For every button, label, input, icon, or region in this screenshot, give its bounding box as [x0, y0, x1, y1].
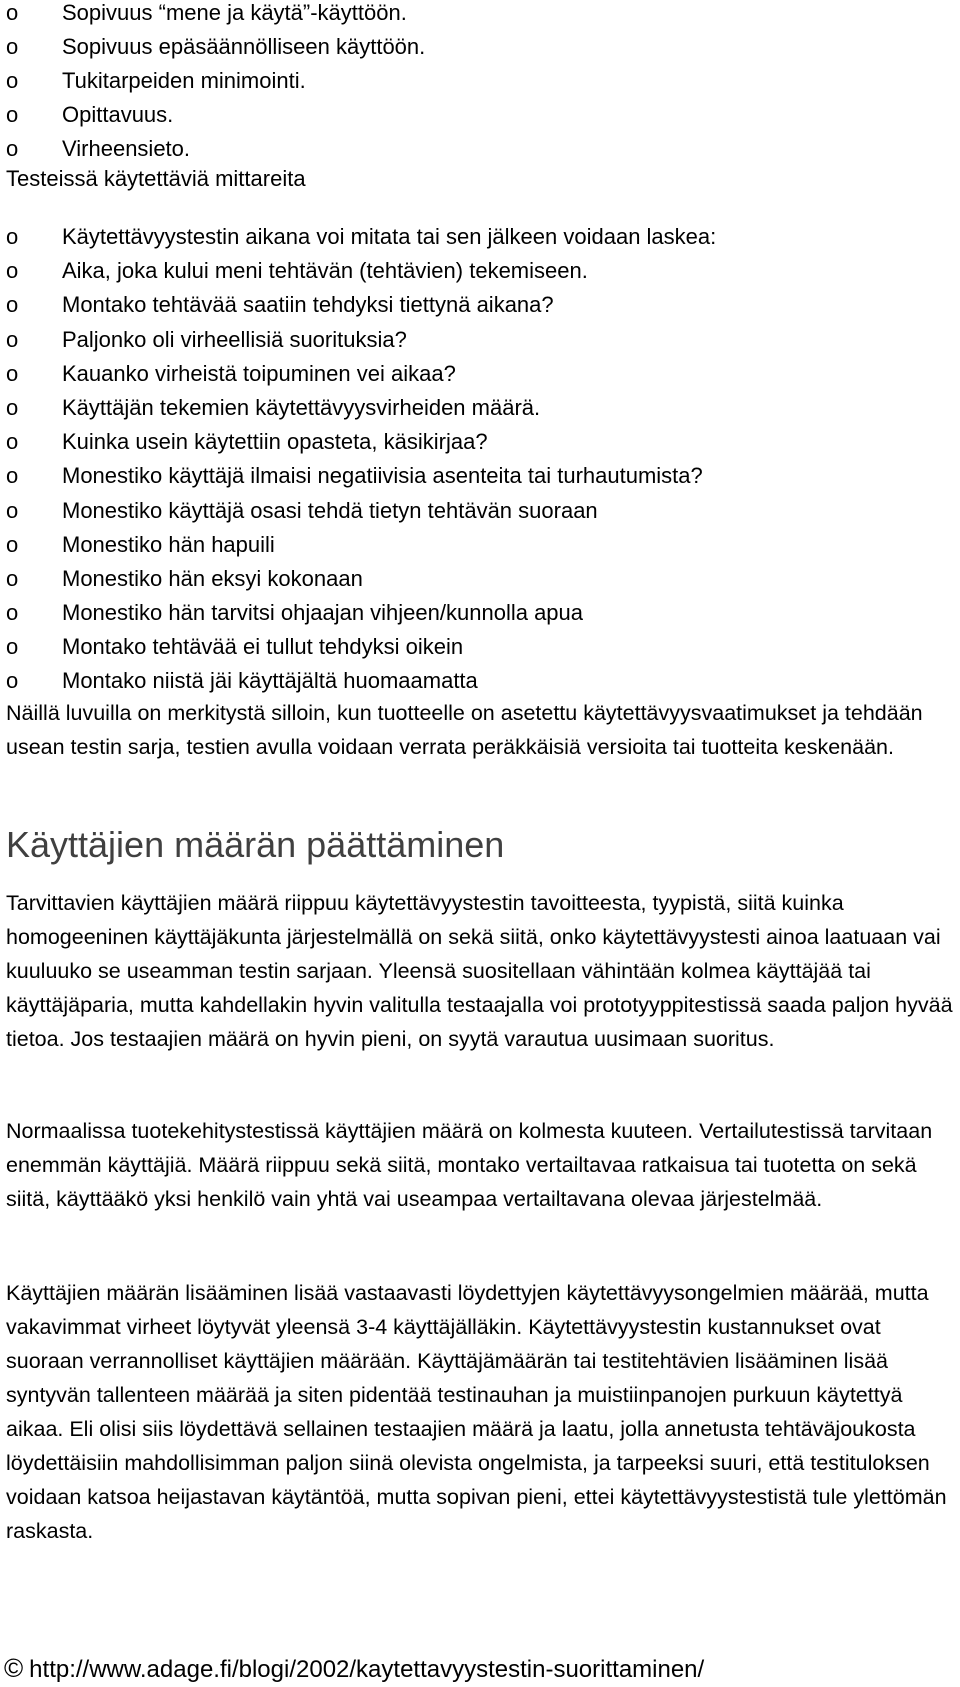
list-item-text: Kauanko virheistä toipuminen vei aikaa?	[62, 360, 456, 386]
list-item-text: Paljonko oli virheellisiä suorituksia?	[62, 326, 407, 352]
list-item	[6, 0, 425, 30]
bullet-icon: o	[6, 360, 19, 386]
section-heading: Käyttäjien määrän päättäminen	[6, 824, 505, 865]
list-item	[6, 630, 716, 664]
list-item	[6, 64, 425, 98]
bullet-icon: o	[6, 136, 19, 161]
bullet-icon: o	[6, 634, 19, 660]
metrics-paragraph: Näillä luvuilla on merkitystä silloin, kun tuotteelle on asetettu käytettävyysvaatimukset ja tehdään usean testin sarja, testien avulla voidaan verrata peräkkäisiä versioita tai tuotteita keskenään.	[6, 701, 923, 759]
list-item-text: Montako tehtävää ei tullut tehdyksi oikein	[62, 634, 464, 660]
list-item-text: Sopivuus “mene ja käytä”-käyttöön.	[62, 0, 407, 25]
list-item	[6, 562, 716, 596]
body-paragraph: Tarvittavien käyttäjien määrä riippuu käytettävyystestin tavoitteesta, tyypistä, siitä kuinka homogeeninen käyttäjäkunta järjestelmällä on sekä siitä, onko käytettävyystesti ainoa laatuaan vai kuuluuko se useamman testin sarjaan. Yleensä suositellaan vähintään kolmea käyttäjää tai käyttäjäparia, mutta kahdellakin hyvin valitulla testaajalla voi prototyyppitestissä saada paljon hyvää tietoa. Jos testaajien määrä on hyvin pieni, on syytä varautua uusimaan suoritus.	[6, 891, 953, 1051]
bullet-icon: o	[6, 497, 19, 523]
list-item	[6, 132, 425, 166]
list-item	[6, 288, 716, 322]
list-item-text: Monestiko hän tarvitsi ohjaajan vihjeen/kunnolla apua	[62, 600, 584, 626]
list-item	[6, 30, 425, 64]
bullet-icon: o	[6, 565, 19, 591]
list-item	[6, 459, 716, 493]
list-item	[6, 254, 716, 288]
list-item-text: Monestiko hän hapuili	[62, 531, 275, 557]
list-item	[6, 357, 716, 391]
body-paragraph: Normaalissa tuotekehitystestissä käyttäjien määrä on kolmesta kuuteen. Vertailutestissä tarvitaan enemmän käyttäjiä. Määrä riippuu sekä siitä, montako vertailtavaa ratkaisua tai tuotetta on sekä siitä, käyttääkö yksi henkilö vain yhtä vai useampaa vertailtavana olevaa järjestelmää.	[6, 1119, 933, 1211]
bullet-icon: o	[6, 224, 19, 249]
criteria-list	[6, 0, 425, 166]
list-item-text: Monestiko hän eksyi kokonaan	[62, 565, 363, 591]
bullet-icon: o	[6, 0, 19, 25]
body-paragraph: Käyttäjien määrän lisääminen lisää vastaavasti löydettyjen käytettävyysongelmien määrää, mutta vakavimmat virheet löytyvät yleensä 3-4 käyttäjälläkin. Käytettävyystestin kustannukset ovat suoraan verrannolliset käyttäjien määrään. Käyttäjämäärän tai testitehtävien lisääminen lisää syntyvän tallenteen määrää ja siten pidentää testinauhan ja muistiinpanojen purkuun käytettyä aikaa. Eli olisi siis löydettävä sellainen testaajien määrä ja laatu, jolla annetusta tehtäväjoukosta löydettäisiin mahdollisimman paljon siinä olevista ongelmista, ja tarpeeksi suuri, että testituloksen voidaan katsoa heijastavan käytäntöä, mutta sopivan pieni, ettei käytettävyystestistä tule ylettömän raskasta.	[6, 1281, 947, 1543]
list-item	[6, 664, 716, 698]
list-item	[6, 425, 716, 459]
list-item-text: Kuinka usein käytettiin opasteta, käsikirjaa?	[62, 429, 488, 455]
bullet-icon: o	[6, 531, 19, 557]
list-item-text: Virheensieto.	[62, 136, 191, 161]
bullet-icon: o	[6, 463, 19, 489]
bullet-icon: o	[6, 102, 19, 127]
list-item-text: Monestiko käyttäjä osasi tehdä tietyn tehtävän suoraan	[62, 497, 598, 523]
list-item-text: Tukitarpeiden minimointi.	[62, 68, 306, 93]
list-item	[6, 528, 716, 562]
list-item	[6, 391, 716, 425]
bullet-icon: o	[6, 68, 19, 93]
bullet-icon: o	[6, 600, 19, 626]
source-footer	[4, 1651, 704, 1687]
bullet-icon: o	[6, 394, 19, 420]
list-item-text: Sopivuus epäsäännölliseen käyttöön.	[62, 34, 426, 59]
metrics-heading: Testeissä käytettäviä mittareita	[6, 166, 306, 191]
list-item-text: Käyttäjän tekemien käytettävyysvirheiden määrä.	[62, 394, 541, 420]
metrics-list	[6, 220, 716, 699]
list-item	[6, 323, 716, 357]
bullet-icon: o	[6, 258, 19, 284]
list-item	[6, 220, 716, 254]
list-item	[6, 596, 716, 630]
bullet-icon: o	[6, 429, 19, 455]
bullet-icon: o	[6, 668, 19, 694]
list-item	[6, 494, 716, 528]
list-item-text: Käytettävyystestin aikana voi mitata tai sen jälkeen voidaan laskea:	[62, 224, 717, 249]
copyright-icon: ©	[4, 1653, 24, 1683]
list-item-text: Monestiko käyttäjä ilmaisi negatiivisia asenteita tai turhautumista?	[62, 463, 703, 489]
source-url[interactable]: http://www.adage.fi/blogi/2002/kaytettavyystestin-suorittaminen/	[29, 1656, 705, 1683]
list-item-text: Aika, joka kului meni tehtävän (tehtävien) tekemiseen.	[62, 258, 588, 284]
list-item-text: Opittavuus.	[62, 102, 174, 127]
bullet-icon: o	[6, 34, 19, 59]
bullet-icon: o	[6, 292, 19, 318]
list-item-text: Montako niistä jäi käyttäjältä huomaamatta	[62, 668, 478, 694]
list-item	[6, 98, 425, 132]
bullet-icon: o	[6, 326, 19, 352]
list-item-text: Montako tehtävää saatiin tehdyksi tiettynä aikana?	[62, 292, 554, 318]
